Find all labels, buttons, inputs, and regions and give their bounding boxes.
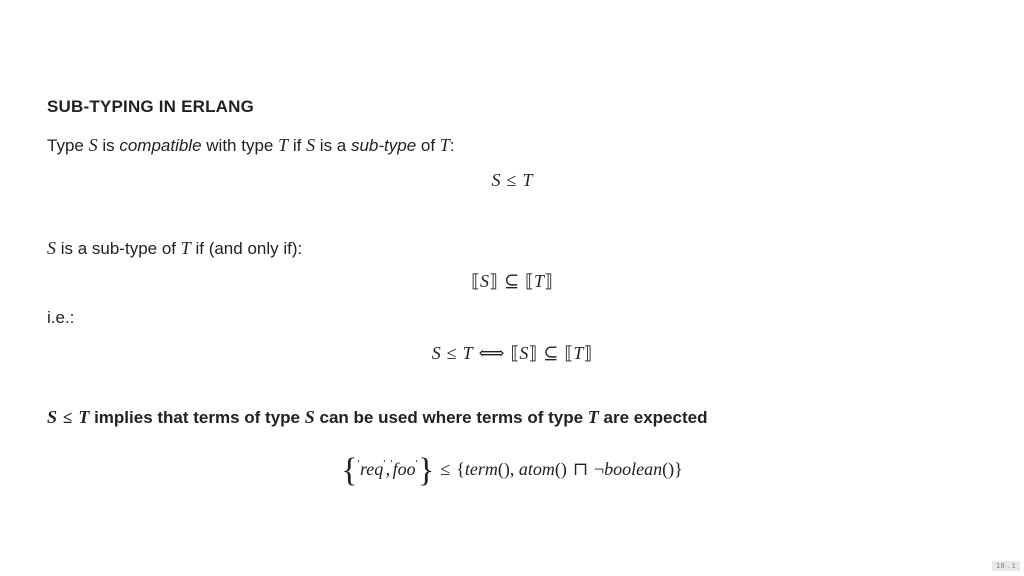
right-brace: } bbox=[418, 452, 435, 489]
type-term: term bbox=[464, 459, 498, 479]
math-var: S bbox=[431, 343, 441, 363]
math-var: S bbox=[88, 135, 98, 155]
math-operator: ≤ bbox=[446, 343, 457, 363]
semantic-bracket: ⟦ bbox=[510, 343, 520, 363]
set-open: { bbox=[456, 459, 465, 479]
semantic-bracket: ⟧ bbox=[489, 271, 498, 291]
semantic-bracket: ⟦ bbox=[525, 271, 534, 291]
slide-number: 18 . 1 bbox=[992, 561, 1020, 571]
math-var: S bbox=[491, 170, 501, 190]
equation-example bbox=[0, 454, 1024, 488]
math-operator: ≤ bbox=[63, 408, 73, 427]
semantic-bracket: ⟧ bbox=[583, 343, 593, 363]
text: if (and only if): bbox=[190, 239, 303, 258]
semantic-bracket: ⟦ bbox=[471, 271, 481, 291]
semantic-bracket: ⟧ bbox=[528, 343, 538, 363]
text: is a bbox=[315, 136, 351, 155]
math-var: T bbox=[180, 238, 191, 258]
text: are expected bbox=[598, 408, 708, 427]
text: with type bbox=[201, 136, 279, 155]
left-brace: { bbox=[341, 452, 358, 489]
emphasis-compatible: compatible bbox=[119, 136, 202, 155]
math-var: T bbox=[462, 343, 473, 363]
prime-mark: ′ bbox=[415, 458, 419, 470]
text: is a sub-type of bbox=[56, 239, 181, 258]
text: implies that terms of type bbox=[89, 408, 305, 427]
meet-operator: ⊓ bbox=[572, 459, 588, 479]
prime-mark: ′ bbox=[357, 458, 360, 470]
prime-mark: ′ bbox=[383, 458, 386, 470]
parens: () bbox=[662, 459, 675, 479]
text: : bbox=[449, 136, 455, 155]
text: if bbox=[288, 136, 307, 155]
math-var: T bbox=[533, 271, 544, 291]
atom-foo: foo bbox=[392, 459, 416, 479]
implication-statement bbox=[47, 407, 707, 428]
text: Type bbox=[47, 136, 89, 155]
text: is bbox=[97, 136, 120, 155]
math-operator: ≤ bbox=[440, 459, 451, 479]
math-var: T bbox=[78, 407, 90, 427]
math-var: S bbox=[47, 238, 56, 258]
negation: ¬ bbox=[593, 459, 605, 479]
equation-equivalence bbox=[0, 343, 1024, 364]
text: of bbox=[416, 136, 440, 155]
math-operator: ⊆ bbox=[503, 271, 520, 291]
type-boolean: boolean bbox=[604, 459, 663, 479]
semantic-bracket: ⟧ bbox=[543, 271, 553, 291]
emphasis-sub-type: sub-type bbox=[350, 136, 417, 155]
math-var: T bbox=[587, 407, 599, 427]
math-var: T bbox=[439, 135, 450, 155]
math-var: T bbox=[278, 135, 289, 155]
comma: , bbox=[385, 459, 391, 479]
text: can be used where terms of type bbox=[314, 408, 588, 427]
semantic-bracket: ⟦ bbox=[564, 343, 574, 363]
math-var: S bbox=[304, 407, 315, 427]
type-atom: atom bbox=[518, 459, 555, 479]
parens: () bbox=[554, 459, 567, 479]
math-var: S bbox=[480, 271, 490, 291]
math-operator: ⊆ bbox=[543, 343, 559, 363]
equation-subtype bbox=[0, 170, 1024, 191]
equation-semantics-subset bbox=[0, 271, 1024, 292]
atom-req: req bbox=[359, 459, 384, 479]
prime-mark: ′ bbox=[390, 458, 393, 470]
math-var: S bbox=[306, 135, 316, 155]
slide-heading: SUB-TYPING IN ERLANG bbox=[47, 97, 255, 116]
parens: (), bbox=[497, 459, 519, 479]
definition-iff bbox=[47, 238, 302, 259]
ie-label: i.e.: bbox=[47, 308, 75, 327]
iff-arrow: ⟺ bbox=[478, 343, 505, 363]
math-var: S bbox=[47, 407, 58, 427]
set-close: } bbox=[674, 459, 683, 479]
math-var: T bbox=[522, 170, 533, 190]
math-operator: ≤ bbox=[506, 170, 517, 190]
math-var: S bbox=[519, 343, 529, 363]
definition-compatible bbox=[47, 135, 455, 156]
math-var: T bbox=[573, 343, 584, 363]
